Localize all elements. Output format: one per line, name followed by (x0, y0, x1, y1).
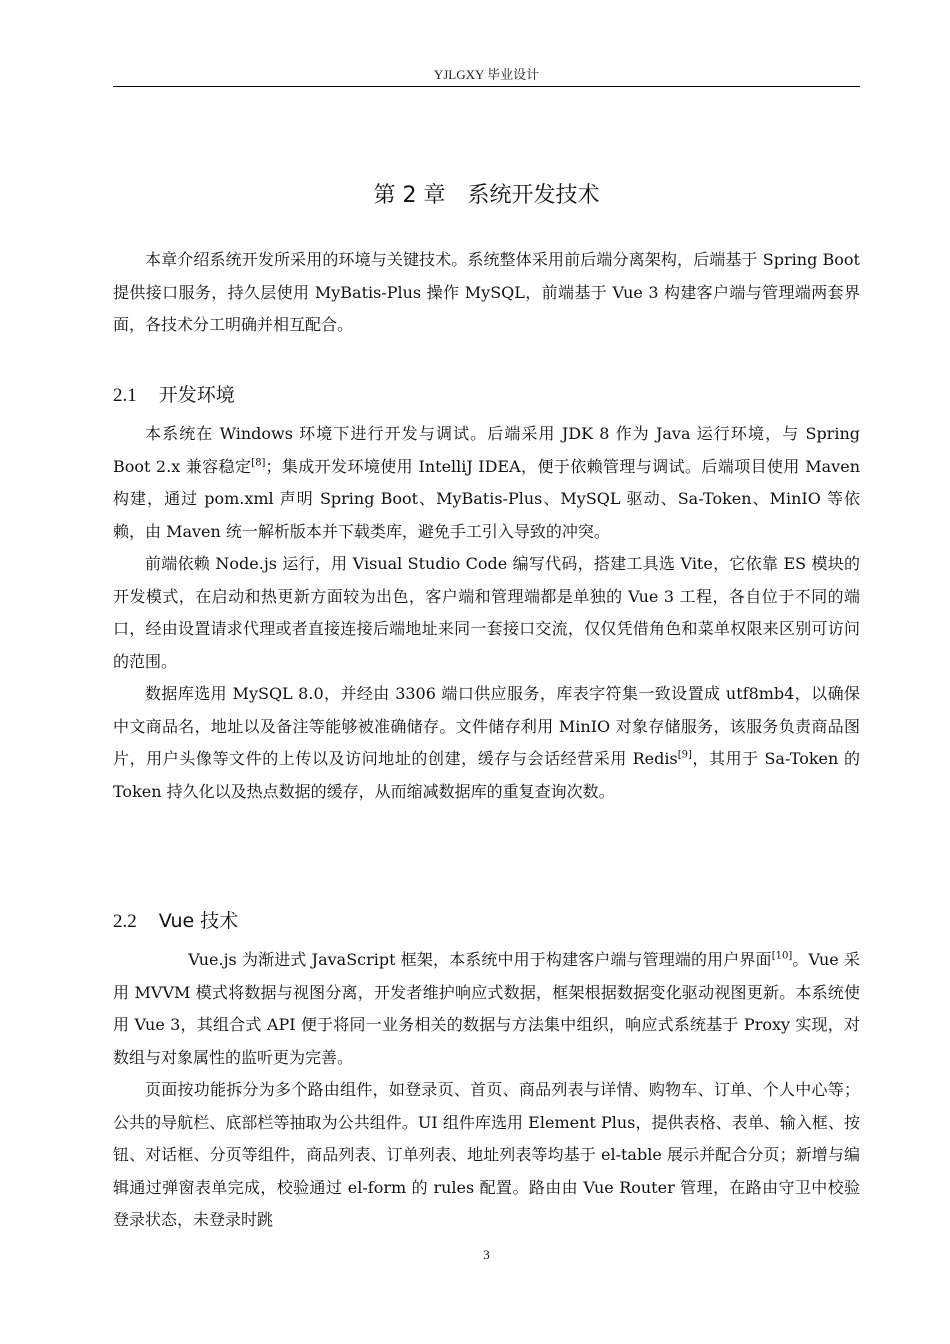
chapter-name: 系统开发技术 (467, 183, 600, 208)
paragraph-text: Vue.js 为渐进式 JavaScript 框架，本系统中用于构建客户端与管理端的用户界面 (188, 950, 772, 969)
section-name: 开发环境 (158, 384, 235, 406)
paragraph-text: 数据库选用 MySQL 8.0，并经由 3306 端口供应服务，库表字符集一致设置成 utf8mb4，以确保中文商品名，地址以及备注等能够被准确储存。文件储存利用 MinIO 对象存储服务，该服务负责商品图片，用户头像等文件的上传以及访问地址的创建，缓存与会话经营采用 Redis (113, 684, 860, 768)
section-name: Vue 技术 (158, 910, 239, 932)
section-number: 2.2 (113, 911, 137, 932)
citation: [9] (677, 749, 692, 761)
chapter-number: 第 2 章 (373, 183, 446, 208)
page-number: 3 (483, 1247, 490, 1262)
section-2-1-body (0, 418, 860, 808)
citation: [8] (251, 457, 266, 469)
paragraph (113, 678, 860, 808)
paragraph (113, 418, 860, 548)
running-header: YJLGXY 毕业设计 (433, 67, 540, 82)
paragraph-text: 本系统在 Windows 环境下进行开发与调试。后端采用 JDK 8 作为 Java 运行环境，与 Spring Boot 2.x 兼容稳定 (113, 424, 860, 476)
paragraph-text: 。Vue 采用 MVVM 模式将数据与视图分离，开发者维护响应式数据，框架根据数据变化驱动视图更新。本系统使用 Vue 3，其组合式 API 便于将同一业务相关的数据与方法集中组织，响应式系统基于 Proxy 实现，对数组与对象属性的监听更为完善。 (113, 950, 860, 1067)
section-number: 2.1 (113, 385, 137, 406)
intro-paragraph: 本章介绍系统开发所采用的环境与关键技术。系统整体采用前后端分离架构，后端基于 Spring Boot 提供接口服务，持久层使用 MyBatis-Plus 操作 MySQL，前端基于 Vue 3 构建客户端与管理端两套界面，各技术分工明确并相互配合。 (113, 250, 860, 334)
paragraph: 前端依赖 Node.js 运行，用 Visual Studio Code 编写代码，搭建工具选 Vite，它依靠 ES 模块的开发模式，在启动和热更新方面较为出色，客户端和管理端都是单独的 Vue 3 工程，各自位于不同的端口，经由设置请求代理或者直接连接后端地址来同一套接口交流，仅仅凭借角色和菜单权限来区别可访问的范围。 (113, 554, 860, 671)
header-rule (113, 86, 860, 87)
section-heading-2-1 (113, 380, 235, 407)
paragraph-text: ；集成开发环境使用 IntelliJ IDEA，便于依赖管理与调试。后端项目使用 Maven 构建，通过 pom.xml 声明 Spring Boot、MyBatis-Plus、MySQL 驱动、Sa-Token、MinIO 等依赖，由 Maven 统一解析版本并下载类库，避免手工引入导致的冲突。 (113, 456, 860, 541)
section-2-2-body (0, 944, 860, 1237)
section-heading-2-2 (113, 906, 238, 933)
paragraph: 页面按功能拆分为多个路由组件，如登录页、首页、商品列表与详情、购物车、订单、个人中心等；公共的导航栏、底部栏等抽取为公共组件。UI 组件库选用 Element Plus，提供表格、表单、输入框、按钮、对话框、分页等组件，商品列表、订单列表、地址列表等均基于 el-table 展示并配合分页；新增与编辑通过弹窗表单完成，校验通过 el-form 的 rules 配置。路由由 Vue Router 管理，在路由守卫中校验登录状态，未登录时跳 (113, 1080, 860, 1229)
citation: [10] (771, 950, 793, 962)
paragraph-text: ，其用于 Sa-Token 的 Token 持久化以及热点数据的缓存，从而缩减数据库的重复查询次数。 (113, 749, 860, 801)
paragraph (113, 944, 860, 1074)
chapter-title (113, 178, 860, 209)
